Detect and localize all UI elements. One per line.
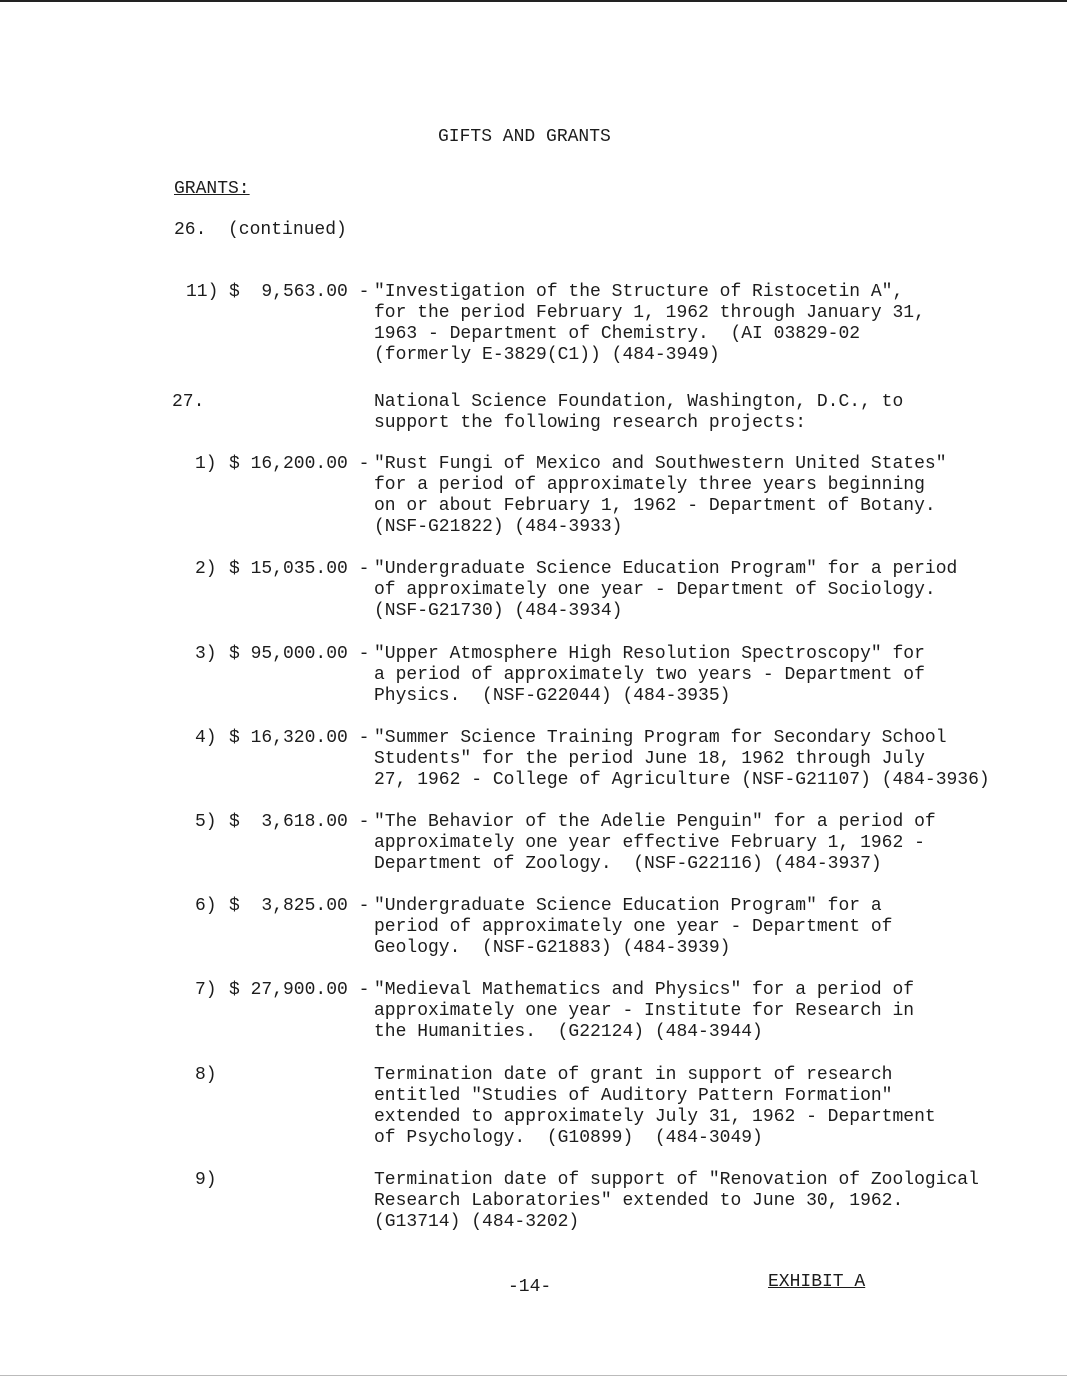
- description-line: Students" for the period June 18, 1962 through July: [374, 749, 925, 769]
- item-description: [374, 454, 947, 538]
- description-line: extended to approximately July 31, 1962 - Department: [374, 1107, 936, 1127]
- item-number: 7): [195, 980, 217, 1000]
- section-27-description: [374, 392, 903, 434]
- item-amount: $ 15,035.00 -: [229, 559, 370, 579]
- description-line: "Undergraduate Science Education Program" for a period: [374, 559, 958, 579]
- item-amount: $ 16,320.00 -: [229, 728, 370, 748]
- description-line: "Rust Fungi of Mexico and Southwestern United States": [374, 454, 947, 474]
- item-number: 2): [195, 559, 217, 579]
- item-description: [374, 282, 925, 366]
- description-line: for a period of approximately three years beginning: [374, 475, 925, 495]
- item-description: [374, 1065, 936, 1149]
- description-line: National Science Foundation, Washington, D.C., to: [374, 392, 904, 412]
- item-number: 5): [195, 812, 217, 832]
- description-line: on or about February 1, 1962 - Department of Botany.: [374, 496, 936, 516]
- description-line: (NSF-G21822) (484-3933): [374, 517, 623, 537]
- item-amount: $ 95,000.00 -: [229, 644, 370, 664]
- item-description: [374, 644, 925, 707]
- description-line: (G13714) (484-3202): [374, 1212, 580, 1232]
- description-line: 1963 - Department of Chemistry. (AI 03829-02: [374, 324, 861, 344]
- description-line: for the period February 1, 1962 through January 31,: [374, 303, 925, 323]
- item-number: 1): [195, 454, 217, 474]
- description-line: 27, 1962 - College of Agriculture (NSF-G21107) (484-3936): [374, 770, 990, 790]
- item-number: 4): [195, 728, 217, 748]
- description-line: "The Behavior of the Adelie Penguin" for a period of: [374, 812, 936, 832]
- item-number: 8): [195, 1065, 217, 1085]
- page-bottom-edge: [0, 1375, 1067, 1376]
- item-description: [374, 559, 957, 622]
- description-line: of Psychology. (G10899) (484-3049): [374, 1128, 763, 1148]
- description-line: approximately one year - Institute for Research in: [374, 1001, 915, 1021]
- item-description: [374, 980, 914, 1043]
- description-line: "Summer Science Training Program for Secondary School: [374, 728, 947, 748]
- description-line: Geology. (NSF-G21883) (484-3939): [374, 938, 731, 958]
- item-description: [374, 896, 892, 959]
- description-line: entitled "Studies of Auditory Pattern Formation": [374, 1086, 893, 1106]
- page-title: GIFTS AND GRANTS: [438, 127, 611, 147]
- item-number: 9): [195, 1170, 217, 1190]
- section-27-number: 27.: [172, 392, 205, 412]
- description-line: Research Laboratories" extended to June 30, 1962.: [374, 1191, 904, 1211]
- description-line: "Medieval Mathematics and Physics" for a period of: [374, 980, 915, 1000]
- item-amount: $ 9,563.00 -: [229, 282, 370, 302]
- description-line: "Investigation of the Structure of Ristocetin A",: [374, 282, 904, 302]
- item-number: 3): [195, 644, 217, 664]
- item-description: [374, 812, 936, 875]
- description-line: Department of Zoology. (NSF-G22116) (484-3937): [374, 854, 882, 874]
- item-amount: $ 16,200.00 -: [229, 454, 370, 474]
- description-line: "Undergraduate Science Education Program" for a: [374, 896, 882, 916]
- description-line: support the following research projects:: [374, 413, 807, 433]
- item-description: [374, 1170, 979, 1233]
- description-line: (formerly E-3829(C1)) (484-3949): [374, 345, 720, 365]
- exhibit-label: EXHIBIT A: [768, 1272, 866, 1292]
- description-line: Termination date of support of "Renovation of Zoological: [374, 1170, 979, 1190]
- item-number: 11): [186, 282, 219, 302]
- page-number: -14-: [508, 1277, 552, 1297]
- section-26-label: 26. (continued): [174, 220, 347, 240]
- description-line: "Upper Atmosphere High Resolution Spectroscopy" for: [374, 644, 925, 664]
- description-line: (NSF-G21730) (484-3934): [374, 601, 623, 621]
- item-number: 6): [195, 896, 217, 916]
- item-amount: $ 3,825.00 -: [229, 896, 370, 916]
- description-line: period of approximately one year - Department of: [374, 917, 893, 937]
- item-description: [374, 728, 990, 791]
- description-line: of approximately one year - Department of Sociology.: [374, 580, 936, 600]
- section-heading: GRANTS:: [174, 179, 250, 199]
- description-line: the Humanities. (G22124) (484-3944): [374, 1022, 763, 1042]
- page-top-edge: [0, 0, 1067, 2]
- description-line: Physics. (NSF-G22044) (484-3935): [374, 686, 731, 706]
- item-amount: $ 27,900.00 -: [229, 980, 370, 1000]
- description-line: approximately one year effective February 1, 1962 -: [374, 833, 925, 853]
- description-line: Termination date of grant in support of research: [374, 1065, 893, 1085]
- description-line: a period of approximately two years - Department of: [374, 665, 925, 685]
- item-amount: $ 3,618.00 -: [229, 812, 370, 832]
